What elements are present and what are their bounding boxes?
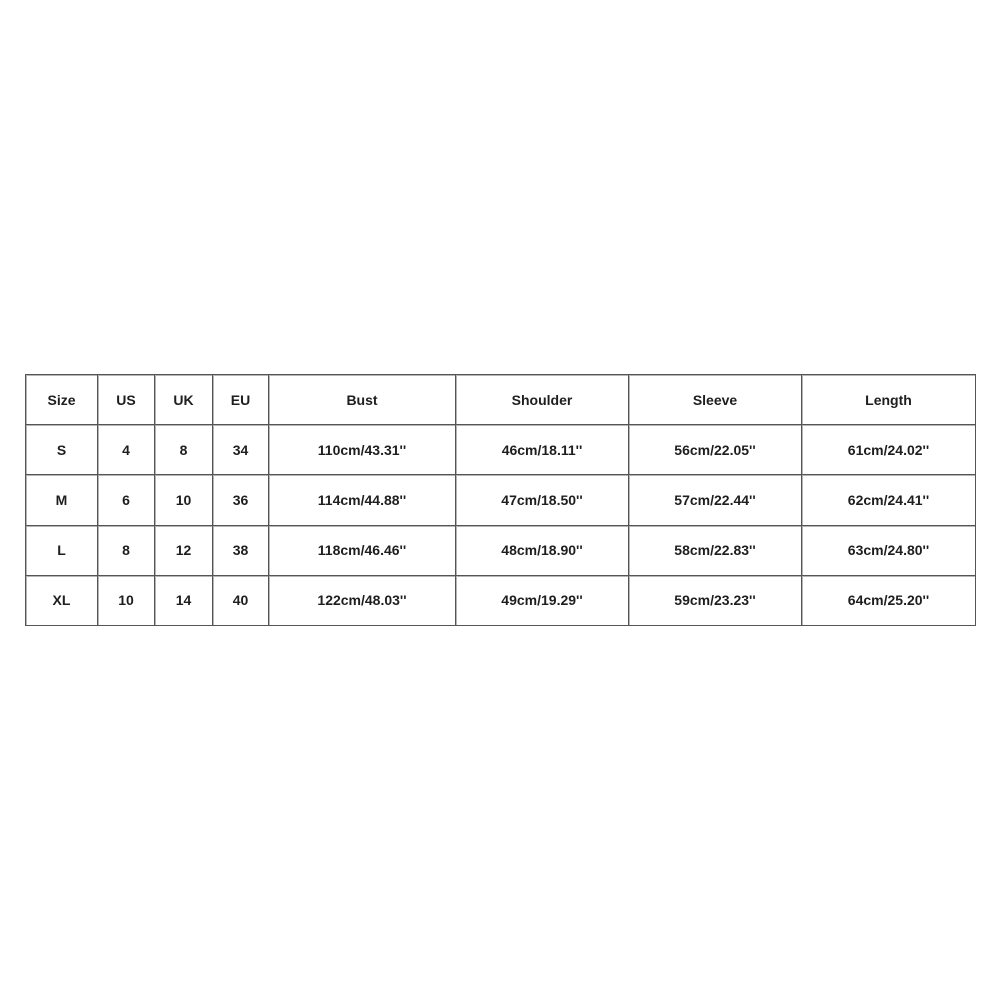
header-bust: Bust	[269, 375, 456, 425]
header-eu: EU	[213, 375, 269, 425]
table-row	[26, 526, 976, 576]
cell-size: L	[26, 526, 98, 576]
header-shoulder: Shoulder	[456, 375, 629, 425]
cell-eu: 36	[213, 475, 269, 525]
header-sleeve: Sleeve	[629, 375, 802, 425]
table-header-row	[26, 375, 976, 425]
cell-eu: 40	[213, 576, 269, 626]
header-us: US	[98, 375, 155, 425]
cell-size: XL	[26, 576, 98, 626]
size-chart-table	[25, 374, 976, 626]
cell-shoulder: 46cm/18.11''	[456, 425, 629, 475]
cell-sleeve: 59cm/23.23''	[629, 576, 802, 626]
cell-us: 10	[98, 576, 155, 626]
cell-size: M	[26, 475, 98, 525]
cell-length: 61cm/24.02''	[802, 425, 976, 475]
cell-bust: 114cm/44.88''	[269, 475, 456, 525]
cell-us: 4	[98, 425, 155, 475]
header-uk: UK	[155, 375, 213, 425]
cell-uk: 10	[155, 475, 213, 525]
cell-bust: 110cm/43.31''	[269, 425, 456, 475]
cell-us: 8	[98, 526, 155, 576]
cell-us: 6	[98, 475, 155, 525]
header-size: Size	[26, 375, 98, 425]
header-length: Length	[802, 375, 976, 425]
cell-shoulder: 47cm/18.50''	[456, 475, 629, 525]
table-row	[26, 475, 976, 525]
table-row	[26, 425, 976, 475]
cell-bust: 118cm/46.46''	[269, 526, 456, 576]
cell-sleeve: 57cm/22.44''	[629, 475, 802, 525]
cell-eu: 38	[213, 526, 269, 576]
cell-bust: 122cm/48.03''	[269, 576, 456, 626]
cell-sleeve: 58cm/22.83''	[629, 526, 802, 576]
cell-uk: 12	[155, 526, 213, 576]
cell-size: S	[26, 425, 98, 475]
cell-uk: 8	[155, 425, 213, 475]
cell-length: 64cm/25.20''	[802, 576, 976, 626]
cell-length: 63cm/24.80''	[802, 526, 976, 576]
cell-shoulder: 48cm/18.90''	[456, 526, 629, 576]
table-row	[26, 576, 976, 626]
cell-shoulder: 49cm/19.29''	[456, 576, 629, 626]
cell-sleeve: 56cm/22.05''	[629, 425, 802, 475]
cell-length: 62cm/24.41''	[802, 475, 976, 525]
cell-uk: 14	[155, 576, 213, 626]
cell-eu: 34	[213, 425, 269, 475]
